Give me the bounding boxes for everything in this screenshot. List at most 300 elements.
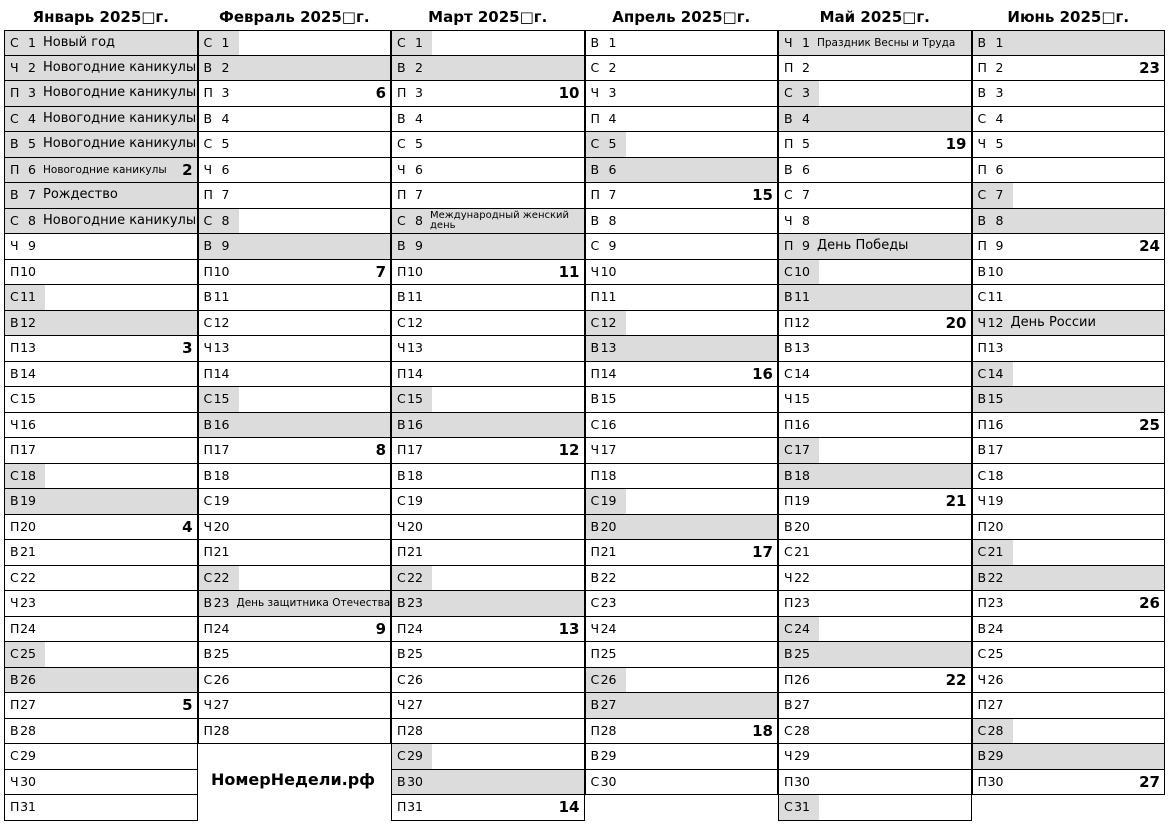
day-number: 8 xyxy=(221,212,230,228)
weekday-label: С xyxy=(977,722,987,738)
day-row xyxy=(4,719,198,745)
day-cell xyxy=(199,260,239,285)
day-cell xyxy=(973,336,1013,361)
weekday-label: Ч xyxy=(203,161,213,177)
day-cell xyxy=(199,642,239,667)
weekday-label: В xyxy=(784,161,793,177)
day-number: 22 xyxy=(987,569,1004,585)
day-cell xyxy=(779,464,819,489)
weekday-label: П xyxy=(203,365,213,381)
day-cell xyxy=(973,413,1013,438)
day-cell xyxy=(586,693,626,718)
day-number: 3 xyxy=(415,85,423,100)
day-cell xyxy=(973,31,1013,55)
day-row xyxy=(391,56,585,82)
day-row xyxy=(972,591,1166,617)
day-row xyxy=(4,183,198,209)
day-cell xyxy=(779,56,819,81)
day-number: 18 xyxy=(600,467,617,483)
day-row xyxy=(198,132,392,158)
day-row xyxy=(585,719,779,745)
day-number: 30 xyxy=(407,773,423,789)
day-cell xyxy=(586,668,626,693)
day-cell xyxy=(392,234,432,259)
day-row xyxy=(778,617,972,643)
week-number: 3 xyxy=(182,339,193,357)
day-cell xyxy=(586,744,626,769)
day-number: 27 xyxy=(600,697,617,712)
day-row xyxy=(972,770,1166,796)
weekday-label: П xyxy=(10,263,20,279)
week-number: 13 xyxy=(558,619,580,638)
weekday-label: В xyxy=(590,212,600,228)
day-number: 16 xyxy=(407,416,423,432)
weekday-label: П xyxy=(10,799,20,814)
day-cell xyxy=(779,285,819,310)
day-row xyxy=(198,464,392,490)
day-row xyxy=(972,744,1166,770)
day-number: 27 xyxy=(213,697,230,712)
day-cell xyxy=(392,413,432,438)
day-number: 1 xyxy=(802,35,810,50)
day-cell xyxy=(973,719,1013,744)
day-row xyxy=(391,209,585,235)
day-row xyxy=(972,464,1166,490)
day-number: 14 xyxy=(600,365,617,381)
day-cell xyxy=(392,107,432,132)
day-cell xyxy=(973,387,1013,412)
day-cell xyxy=(779,515,819,540)
day-number: 6 xyxy=(415,161,423,177)
day-cell xyxy=(586,260,626,285)
day-row xyxy=(198,591,392,617)
day-number: 21 xyxy=(600,544,617,559)
weekday-label: В xyxy=(784,697,793,712)
day-cell xyxy=(586,591,626,616)
day-number: 15 xyxy=(987,391,1004,406)
holiday-label: Новогодние каникулы xyxy=(43,136,197,151)
weekday-label: С xyxy=(590,493,600,508)
day-number: 6 xyxy=(608,161,617,177)
weekday-label: П xyxy=(397,544,407,559)
day-number: 10 xyxy=(407,263,423,279)
day-row xyxy=(972,362,1166,388)
day-cell xyxy=(5,464,45,489)
day-row xyxy=(972,30,1166,56)
day-row xyxy=(585,413,779,439)
day-number: 29 xyxy=(987,748,1004,763)
day-row xyxy=(391,795,585,821)
day-row xyxy=(585,617,779,643)
holiday-label: День защитника Отечества xyxy=(236,597,391,609)
weekday-label: С xyxy=(10,391,19,406)
weekday-label: В xyxy=(977,442,987,457)
day-number: 5 xyxy=(415,136,423,151)
day-number: 3 xyxy=(802,85,810,100)
day-row xyxy=(198,566,392,592)
day-number: 8 xyxy=(28,212,36,228)
day-cell xyxy=(779,693,819,718)
day-number: 18 xyxy=(20,467,36,483)
day-row xyxy=(585,81,779,107)
day-cell xyxy=(973,566,1013,591)
day-row xyxy=(585,642,779,668)
day-number: 10 xyxy=(794,263,810,279)
day-row xyxy=(778,413,972,439)
day-number: 13 xyxy=(600,340,617,355)
day-row xyxy=(391,668,585,694)
day-row xyxy=(778,668,972,694)
day-number: 19 xyxy=(600,493,617,508)
day-row xyxy=(391,81,585,107)
weekday-label: Ч xyxy=(977,671,987,687)
day-number: 2 xyxy=(28,59,36,75)
day-number: 7 xyxy=(415,187,423,202)
day-row xyxy=(585,30,779,56)
weekday-label: В xyxy=(590,748,600,763)
day-number: 26 xyxy=(20,671,36,687)
day-row xyxy=(778,56,972,82)
week-number: 5 xyxy=(182,696,193,714)
weekday-label: П xyxy=(397,85,407,100)
day-row xyxy=(391,693,585,719)
day-row xyxy=(198,642,392,668)
day-cell xyxy=(779,132,819,157)
day-row xyxy=(778,183,972,209)
day-cell xyxy=(973,362,1013,387)
day-cell xyxy=(392,489,432,514)
day-cell xyxy=(392,515,432,540)
day-row xyxy=(972,107,1166,133)
day-cell xyxy=(5,362,45,387)
day-row xyxy=(972,81,1166,107)
day-number: 24 xyxy=(407,620,423,636)
day-row xyxy=(198,30,392,56)
day-cell xyxy=(5,489,45,514)
week-number: 12 xyxy=(558,441,580,459)
day-row xyxy=(198,336,392,362)
day-cell xyxy=(779,591,819,616)
day-number: 7 xyxy=(28,187,36,202)
day-cell xyxy=(973,311,1013,336)
day-cell xyxy=(973,464,1013,489)
weekday-label: П xyxy=(10,340,20,355)
day-row xyxy=(391,770,585,796)
day-number: 14 xyxy=(987,365,1004,381)
day-row xyxy=(4,744,198,770)
day-cell xyxy=(199,132,239,157)
weekday-label: С xyxy=(977,289,987,304)
day-number: 19 xyxy=(794,493,810,508)
day-cell xyxy=(973,591,1013,616)
day-number: 17 xyxy=(987,442,1004,457)
day-number: 4 xyxy=(802,110,810,126)
day-row xyxy=(585,158,779,184)
day-row xyxy=(391,617,585,643)
weekday-label: С xyxy=(784,722,793,738)
week-number: 22 xyxy=(945,670,967,689)
day-row xyxy=(4,642,198,668)
week-number: 25 xyxy=(1139,415,1160,434)
weekday-label: В xyxy=(10,722,19,738)
day-row xyxy=(4,362,198,388)
weekday-label: П xyxy=(203,187,213,202)
weekday-label: С xyxy=(590,671,600,687)
day-number: 9 xyxy=(608,238,617,253)
day-cell xyxy=(586,770,626,795)
day-number: 8 xyxy=(608,212,617,228)
day-cell xyxy=(199,668,239,693)
day-number: 5 xyxy=(608,136,617,151)
day-row xyxy=(585,209,779,235)
weekday-label: С xyxy=(203,136,213,151)
weekday-label: В xyxy=(10,365,19,381)
day-number: 11 xyxy=(20,289,36,304)
day-number: 25 xyxy=(407,646,423,661)
weekday-label: П xyxy=(784,416,794,432)
weekday-label: С xyxy=(397,314,406,330)
weekday-label: В xyxy=(977,569,987,585)
weekday-label: С xyxy=(203,671,213,687)
day-row xyxy=(4,30,198,56)
day-row xyxy=(391,387,585,413)
weekday-label: В xyxy=(977,212,987,228)
day-row xyxy=(391,464,585,490)
weekday-label: С xyxy=(784,263,793,279)
day-number: 19 xyxy=(987,493,1004,508)
weekday-label: П xyxy=(10,161,20,177)
weekday-label: П xyxy=(10,697,20,712)
day-row xyxy=(972,234,1166,260)
weekday-label: П xyxy=(590,289,600,304)
day-number: 8 xyxy=(995,212,1004,228)
day-cell xyxy=(199,617,239,642)
day-row xyxy=(4,56,198,82)
day-row xyxy=(778,30,972,56)
day-cell xyxy=(5,438,45,463)
weekday-label: П xyxy=(977,518,987,534)
day-row xyxy=(4,209,198,235)
weekday-label: В xyxy=(977,748,987,763)
day-row xyxy=(391,362,585,388)
day-number: 10 xyxy=(213,263,230,279)
day-cell xyxy=(586,311,626,336)
weekday-label: С xyxy=(784,365,793,381)
weekday-label: Ч xyxy=(10,773,19,789)
day-number: 15 xyxy=(407,391,423,406)
weekday-label: Ч xyxy=(397,697,406,712)
day-cell xyxy=(779,642,819,667)
day-cell xyxy=(5,158,45,183)
weekday-label: С xyxy=(203,314,213,330)
day-cell xyxy=(199,31,239,55)
day-row xyxy=(972,285,1166,311)
week-number: 24 xyxy=(1139,237,1160,255)
day-number: 11 xyxy=(794,289,810,304)
week-number: 11 xyxy=(558,262,580,281)
day-row xyxy=(585,260,779,286)
day-number: 7 xyxy=(608,187,617,202)
weekday-label: Ч xyxy=(590,263,600,279)
day-row xyxy=(198,81,392,107)
day-cell xyxy=(779,540,819,565)
day-row xyxy=(198,362,392,388)
weekday-label: П xyxy=(10,442,20,457)
day-number: 1 xyxy=(995,35,1004,50)
weekday-label: П xyxy=(977,697,987,712)
weekday-label: П xyxy=(784,595,794,610)
day-cell xyxy=(199,336,239,361)
day-number: 27 xyxy=(407,697,423,712)
day-number: 19 xyxy=(213,493,230,508)
weekday-label: П xyxy=(397,722,407,738)
day-number: 16 xyxy=(20,416,36,432)
day-row xyxy=(4,540,198,566)
weekday-label: В xyxy=(977,85,987,100)
weekday-label: Ч xyxy=(203,697,213,712)
site-name[interactable]: НомерНедели.рф xyxy=(210,770,376,789)
day-row xyxy=(198,311,392,337)
day-number: 23 xyxy=(213,595,230,610)
day-cell xyxy=(199,413,239,438)
day-row xyxy=(585,107,779,133)
weekday-label: П xyxy=(977,238,987,253)
day-cell xyxy=(199,540,239,565)
day-number: 13 xyxy=(213,340,230,355)
day-cell xyxy=(5,719,45,744)
day-cell xyxy=(973,744,1013,769)
day-cell xyxy=(779,668,819,693)
weekday-label: В xyxy=(203,59,213,75)
day-cell xyxy=(392,362,432,387)
day-number: 13 xyxy=(407,340,423,355)
day-cell xyxy=(5,413,45,438)
weekday-label: С xyxy=(10,467,19,483)
day-cell xyxy=(973,770,1013,795)
weekday-label: Ч xyxy=(397,340,406,355)
day-row xyxy=(778,158,972,184)
day-cell xyxy=(586,719,626,744)
day-number: 26 xyxy=(794,671,810,687)
weekday-label: П xyxy=(784,493,794,508)
day-row xyxy=(972,413,1166,439)
day-cell xyxy=(5,234,45,259)
day-row xyxy=(585,311,779,337)
weekday-label: В xyxy=(784,110,793,126)
day-number: 21 xyxy=(213,544,230,559)
weekday-label: Ч xyxy=(977,493,987,508)
weekday-label: С xyxy=(590,773,600,789)
day-cell xyxy=(586,209,626,234)
day-row xyxy=(778,642,972,668)
weekday-label: П xyxy=(977,340,987,355)
day-row xyxy=(198,668,392,694)
weekday-label: С xyxy=(10,289,19,304)
day-cell xyxy=(199,209,239,234)
day-number: 1 xyxy=(415,35,423,50)
month-title: Июнь 2025□г. xyxy=(1007,8,1130,26)
day-number: 26 xyxy=(407,671,423,687)
day-row xyxy=(778,438,972,464)
day-number: 15 xyxy=(794,391,810,406)
day-number: 7 xyxy=(995,187,1004,202)
weekday-label: С xyxy=(10,110,19,126)
day-row xyxy=(585,591,779,617)
day-row xyxy=(972,183,1166,209)
day-row xyxy=(198,387,392,413)
weekday-label: С xyxy=(977,544,987,559)
weekday-label: С xyxy=(784,620,793,636)
day-number: 29 xyxy=(600,748,617,763)
weekday-label: П xyxy=(590,722,600,738)
day-number: 28 xyxy=(20,722,36,738)
day-row xyxy=(778,132,972,158)
day-cell xyxy=(586,540,626,565)
day-cell xyxy=(779,183,819,208)
day-row xyxy=(972,566,1166,592)
weekday-label: П xyxy=(203,544,213,559)
weekday-label: Ч xyxy=(203,518,213,534)
day-number: 16 xyxy=(987,416,1004,432)
day-number: 14 xyxy=(794,365,810,381)
week-number: 15 xyxy=(752,186,773,204)
month-title: Февраль 2025□г. xyxy=(218,8,370,26)
day-cell xyxy=(586,566,626,591)
day-cell xyxy=(199,387,239,412)
day-row xyxy=(4,668,198,694)
day-row xyxy=(198,56,392,82)
weekday-label: С xyxy=(784,544,793,559)
day-row xyxy=(4,693,198,719)
day-number: 4 xyxy=(995,110,1004,126)
weekday-label: В xyxy=(590,569,600,585)
day-row xyxy=(4,311,198,337)
weekday-label: В xyxy=(590,161,600,177)
day-number: 2 xyxy=(802,59,810,75)
weekday-label: П xyxy=(10,518,20,534)
holiday-label: Праздник Весны и Труда xyxy=(817,37,956,49)
day-cell xyxy=(5,642,45,667)
weekday-label: С xyxy=(977,646,987,661)
day-number: 26 xyxy=(213,671,230,687)
day-row xyxy=(585,566,779,592)
day-row xyxy=(972,693,1166,719)
weekday-label: Ч xyxy=(397,518,406,534)
day-row xyxy=(972,668,1166,694)
day-row xyxy=(198,107,392,133)
day-number: 14 xyxy=(407,365,423,381)
weekday-label: С xyxy=(203,212,213,228)
day-cell xyxy=(199,591,239,616)
weekday-label: П xyxy=(784,773,794,789)
day-row xyxy=(198,260,392,286)
day-number: 7 xyxy=(802,187,810,202)
day-cell xyxy=(586,413,626,438)
day-number: 4 xyxy=(28,110,36,126)
weekday-label: В xyxy=(397,773,406,789)
day-cell xyxy=(199,362,239,387)
day-number: 7 xyxy=(221,187,230,202)
weekday-label: С xyxy=(10,569,19,585)
day-number: 30 xyxy=(600,773,617,789)
day-number: 24 xyxy=(20,620,36,636)
day-cell xyxy=(779,311,819,336)
day-cell xyxy=(392,387,432,412)
weekday-label: П xyxy=(977,773,987,789)
month-title: Январь 2025□г. xyxy=(32,8,169,26)
day-number: 6 xyxy=(221,161,230,177)
day-cell xyxy=(586,81,626,106)
